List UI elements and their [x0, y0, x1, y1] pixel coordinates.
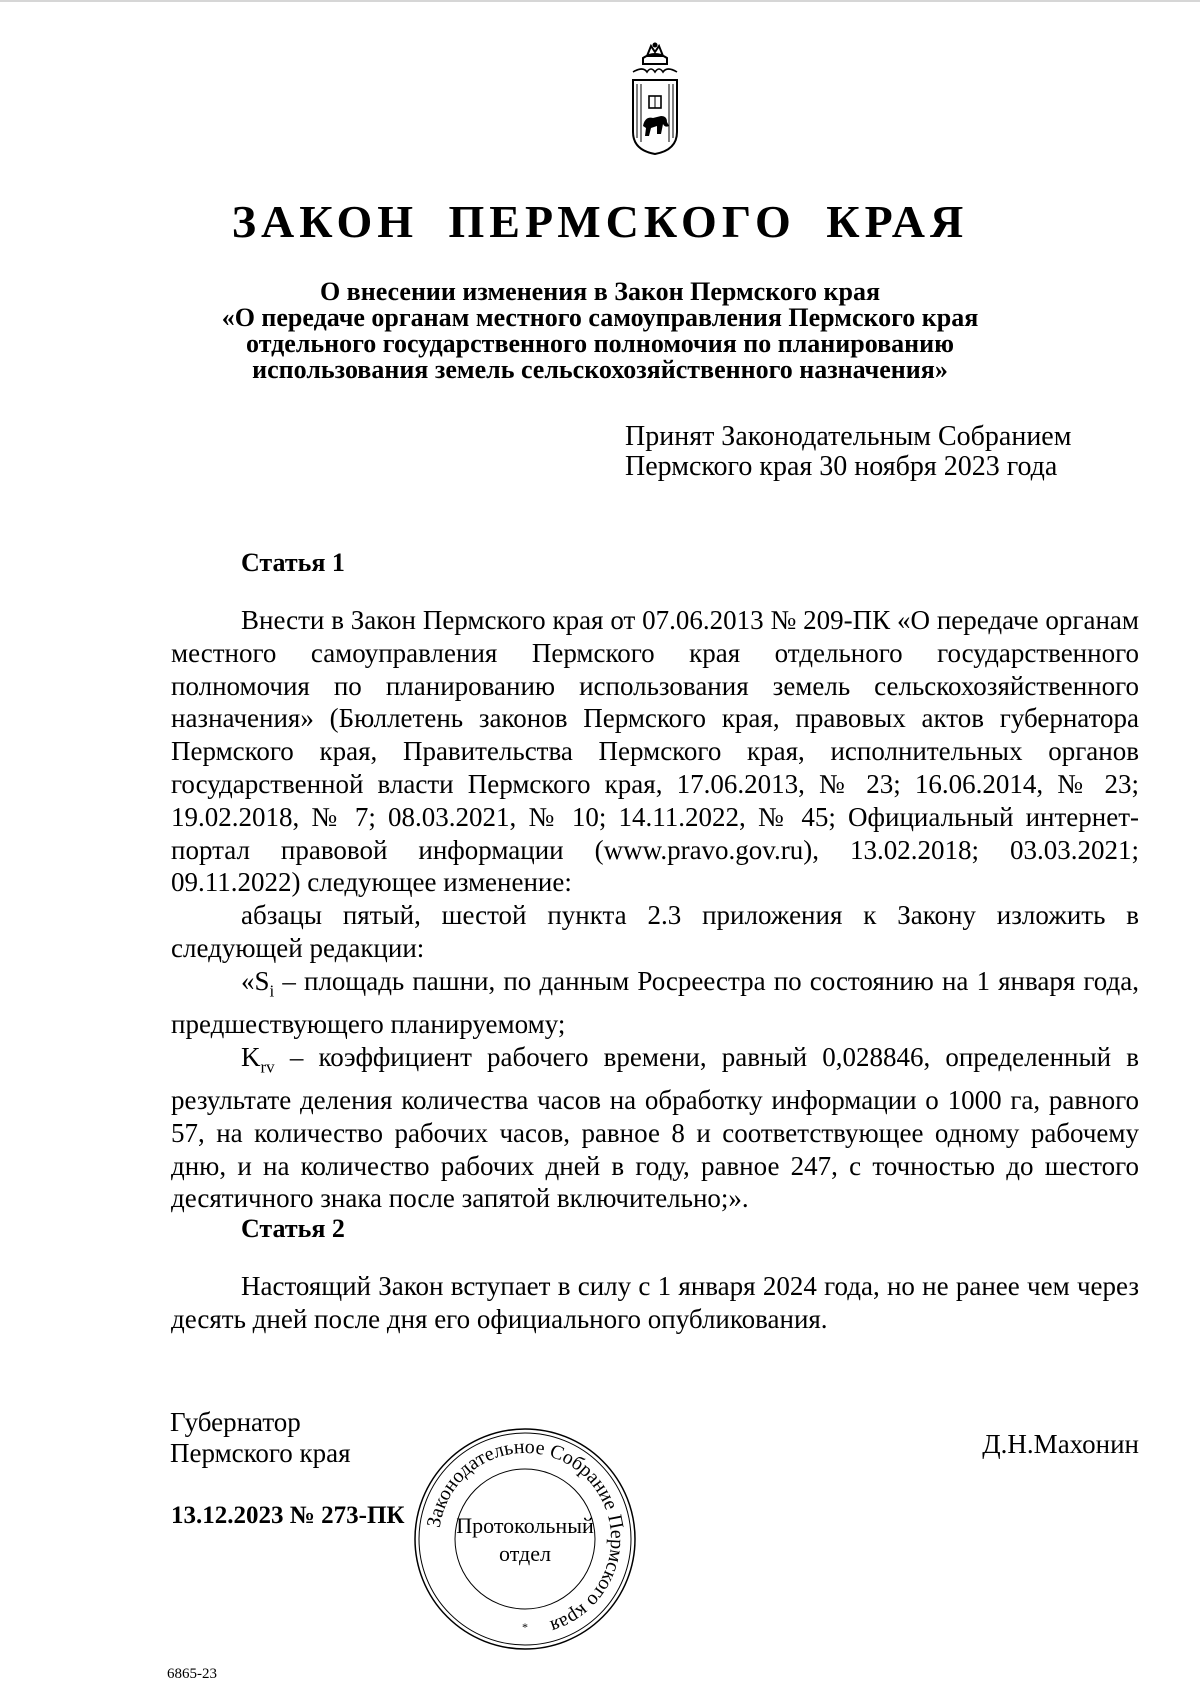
subtitle-line: «О передаче органам местного самоуправления Пермского края	[221, 303, 979, 332]
signer-title: Губернатор Пермского края	[170, 1407, 351, 1468]
article-1-heading: Статья 1	[241, 548, 345, 577]
document-subtitle	[180, 279, 1020, 383]
document-code: 6865-23	[167, 1666, 217, 1682]
law-number: 13.12.2023 № 273-ПК	[171, 1502, 405, 1529]
signer-name: Д.Н.Махонин	[982, 1429, 1139, 1459]
adoption-note	[625, 422, 1105, 482]
document-title: ЗАКОН ПЕРМСКОГО КРАЯ	[231, 196, 969, 247]
official-stamp	[412, 1426, 638, 1652]
stamp-center-line: отдел	[499, 1541, 551, 1566]
coat-of-arms-icon	[627, 42, 683, 156]
formula-si-paragraph: «$S_i$ – площадь пашни, по данным Росреестра по состоянию на 1 января года, предшествующего планируемому;	[171, 965, 1139, 1039]
article-2-paragraph: Настоящий Закон вступает в силу с 1 января 2024 года, но не ранее чем через десять дней после дня его официального опубликования.	[171, 1271, 1139, 1334]
stamp-ring-text: Законодательное Собрание Пермского края	[422, 1435, 629, 1638]
article-2-body	[171, 1270, 1139, 1336]
stamp-star-icon: *	[522, 1620, 528, 1634]
subtitle-line: отдельного государственного полномочия по планированию	[246, 329, 954, 358]
subscript: i	[269, 981, 275, 1001]
subtitle-line: О внесении изменения в Закон Пермского края	[319, 277, 881, 306]
subtitle-line: использования земель сельскохозяйственного назначения»	[252, 355, 948, 384]
article-1-paragraph: абзацы пятый, шестой пункта 2.3 приложения к Закону изложить в следующей редакции:	[171, 900, 1139, 963]
article-1-body	[171, 604, 1139, 1215]
subscript: rv	[260, 1057, 275, 1077]
adoption-line: Принят Законодательным Собранием	[625, 421, 1072, 452]
formula-krv-paragraph: $K_{rv}$ – коэффициент рабочего времени, равный 0,028846, определенный в результате деления количества часов на обработку информации о 1000 га, равного 57, на количество рабочих часов, равное 8 и соответствующее одному рабочему дню, и на количество рабочих дней в году, равное 247, с точностью до шестого десятичного знака после запятой включительно;».	[171, 1041, 1139, 1214]
stamp-center-line: Протокольный	[456, 1513, 594, 1538]
adoption-line: Пермского края 30 ноября 2023 года	[625, 451, 1058, 482]
article-1-paragraph: Внести в Закон Пермского края от 07.06.2013 № 209-ПК «О передаче органам местного самоуправления Пермского края отдельного государственного полномочия по планированию использования земель сельскохозяйственного назначения» (Бюллетень законов Пермского края, правовых актов губернатора Пермского края, Правительства Пермского края, исполнительных органов государственной власти Пермского края, 17.06.2013, № 23; 16.06.2014, № 23; 19.02.2018, № 7; 08.03.2021, № 10; 14.11.2022, № 45; Официальный интернет-портал правовой информации (www.pravo.gov.ru), 13.02.2018; 03.03.2021; 09.11.2022) следующее изменение:	[171, 605, 1139, 898]
article-2-heading: Статья 2	[241, 1214, 345, 1243]
